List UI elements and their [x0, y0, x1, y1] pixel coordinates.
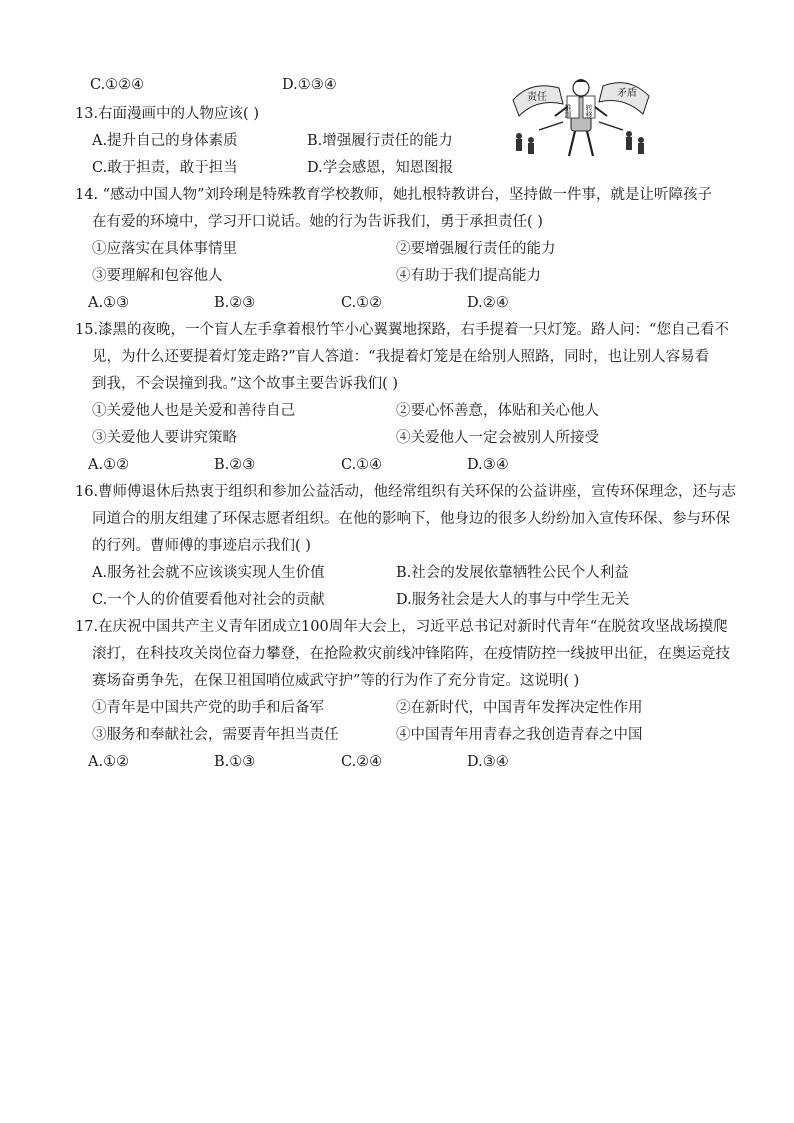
q16-stem-line1: 16.曹师傅退休后热衷于组织和参加公益活动，他经常组织有关环保的公益讲座，宣传环保理念，还与志 — [75, 484, 737, 500]
cartoon-label-middle2: 转移 — [585, 104, 593, 118]
q16-stem-line3: 的行列。曹师傅的事迹启示我们( ) — [92, 538, 311, 554]
q15-statement-3: ③关爱他人要讲究策略 — [92, 430, 237, 446]
q14-statement-1: ①应落实在具体事情里 — [92, 241, 237, 257]
q16-option-b: B.社会的发展依靠牺牲公民个人利益 — [396, 565, 629, 581]
q13-option-c: C.敢于担责，敢于担当 — [92, 160, 238, 176]
q15-option-d: D.③④ — [467, 457, 509, 473]
q15-statement-1: ①关爱他人也是关爱和善待自己 — [92, 403, 295, 419]
q12-option-c: C.①②④ — [90, 77, 145, 93]
cartoon-label-right: 矛盾 — [617, 88, 637, 99]
q17-stem-line3: 赛场奋勇争先，在保卫祖国哨位威武守护”等的行为作了充分肯定。这说明( ) — [92, 673, 580, 689]
q17-option-d: D.③④ — [467, 754, 509, 770]
q15-option-a: A.①② — [88, 457, 130, 473]
q14-stem-line1: 14. “感动中国人物”刘玲琍是特殊教育学校教师，她扎根特教讲台，坚持做一件事，就是让听障孩子 — [75, 187, 712, 203]
q14-option-c: C.①② — [341, 295, 383, 311]
q17-option-a: A.①② — [88, 754, 130, 770]
q15-stem-line3: 到我，不会误撞到我。”这个故事主要告诉我们( ) — [92, 376, 399, 392]
q13-option-a: A.提升自己的身体素质 — [92, 133, 238, 149]
q13-option-b: B.增强履行责任的能力 — [307, 133, 453, 149]
q14-option-a: A.①③ — [88, 295, 130, 311]
q17-statement-1: ①青年是中国共产党的助手和后备军 — [92, 700, 324, 716]
q17-stem-line2: 滚打，在科技攻关岗位奋力攀登，在抢险救灾前线冲锋陷阵，在疫情防控一线披甲出征，在奥运竞技 — [92, 646, 730, 662]
q17-statement-2: ②在新时代，中国青年发挥决定性作用 — [396, 700, 643, 716]
q17-stem-line1: 17.在庆祝中国共产主义青年团成立100周年大会上，习近平总书记对新时代青年“在脱贫攻坚战场摸爬 — [75, 619, 728, 635]
q13-option-d: D.学会感恩，知恩图报 — [307, 160, 454, 176]
q16-option-c: C.一个人的价值要看他对社会的贡献 — [92, 592, 325, 608]
q14-statement-3: ③要理解和包容他人 — [92, 268, 223, 284]
q14-option-d: D.②④ — [467, 295, 509, 311]
q14-statement-4: ④有助于我们提高能力 — [396, 268, 541, 284]
q14-statement-2: ②要增强履行责任的能力 — [396, 241, 556, 257]
q14-stem-line2: 在有爱的环境中，学习开口说话。她的行为告诉我们，勇于承担责任( ) — [92, 214, 543, 230]
q15-stem-line2: 见，为什么还要提着灯笼走路?”盲人答道：“我提着灯笼是在给别人照路，同时，也让别人容易看 — [92, 349, 710, 365]
cartoon-label-left: 责任 — [527, 92, 547, 103]
q17-option-b: B.①③ — [214, 754, 256, 770]
q15-stem-line1: 15.漆黑的夜晚，一个盲人左手拿着根竹竿小心翼翼地探路，右手提着一只灯笼。路人问：“您自己看不 — [75, 322, 729, 338]
cartoon-label-middle1: 推卸 — [564, 104, 572, 118]
q17-option-c: C.②④ — [341, 754, 383, 770]
q15-statement-4: ④关爱他人一定会被别人所接受 — [396, 430, 599, 446]
q15-option-c: C.①④ — [341, 457, 383, 473]
q15-option-b: B.②③ — [214, 457, 256, 473]
q17-statement-4: ④中国青年用青春之我创造青春之中国 — [396, 727, 643, 743]
q12-option-d: D.①③④ — [282, 77, 337, 93]
cartoon-illustration — [511, 70, 651, 162]
q13-stem: 13.右面漫画中的人物应该( ) — [75, 106, 259, 122]
q14-option-b: B.②③ — [214, 295, 256, 311]
q17-statement-3: ③服务和奉献社会，需要青年担当责任 — [92, 727, 339, 743]
q15-statement-2: ②要心怀善意，体贴和关心他人 — [396, 403, 599, 419]
q16-stem-line2: 同道合的朋友组建了环保志愿者组织。在他的影响下，他身边的很多人纷纷加入宣传环保、参与环保 — [92, 511, 730, 527]
q16-option-d: D.服务社会是大人的事与中学生无关 — [396, 592, 630, 608]
q16-option-a: A.服务社会就不应该谈实现人生价值 — [92, 565, 325, 581]
